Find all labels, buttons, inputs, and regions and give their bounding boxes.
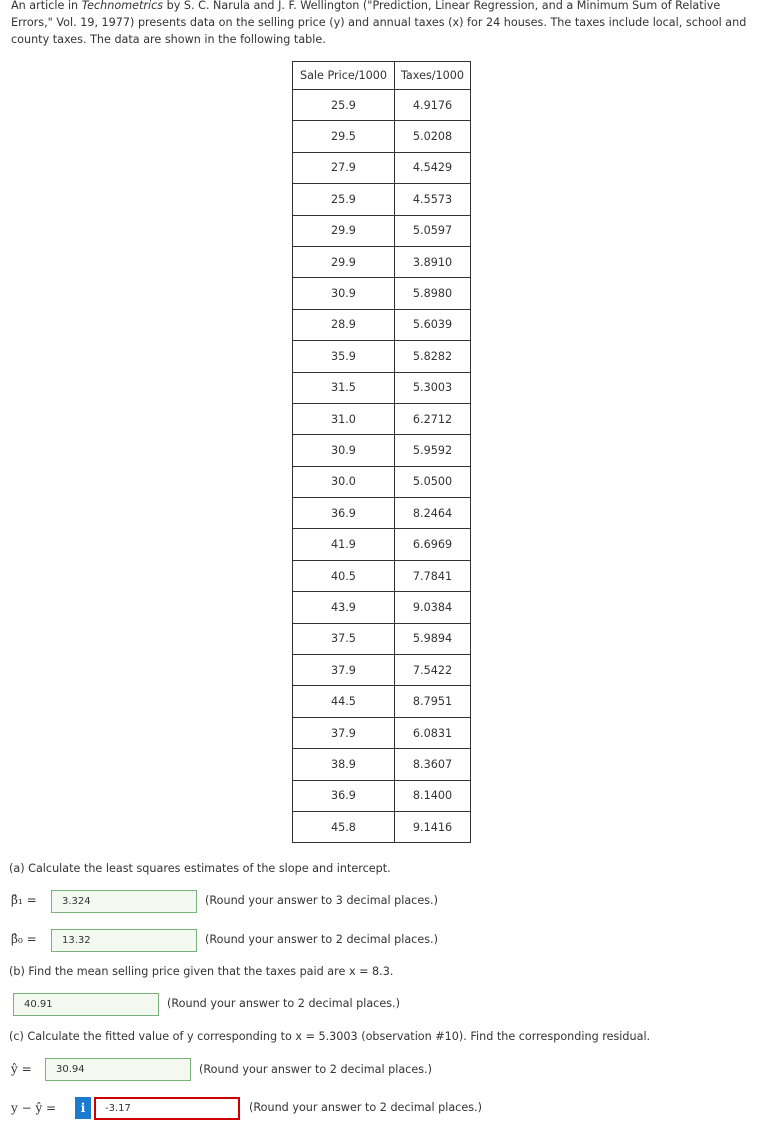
table-row [293,811,471,842]
table-body [293,90,471,843]
sale-price-cell: 31.0 [293,403,395,434]
taxes-cell: 4.5573 [395,184,471,215]
table-row [293,686,471,717]
table-row [293,278,471,309]
table-row [293,749,471,780]
sale-price-cell: 28.9 [293,309,395,340]
sale-price-cell: 41.9 [293,529,395,560]
taxes-cell: 9.0384 [395,592,471,623]
sale-price-cell: 25.9 [293,90,395,121]
taxes-cell: 5.3003 [395,372,471,403]
intro-text-1: An article in [11,0,82,12]
sale-price-cell: 27.9 [293,152,395,183]
sale-price-cell: 31.5 [293,372,395,403]
taxes-cell: 8.1400 [395,780,471,811]
table-row [293,498,471,529]
header-sale-price: Sale Price/1000 [293,62,395,90]
table-header-row [293,62,471,90]
table-row [293,529,471,560]
table-row [293,372,471,403]
sale-price-cell: 45.8 [293,811,395,842]
residual-hint: (Round your answer to 2 decimal places.) [249,1101,482,1114]
sale-price-cell: 30.0 [293,466,395,497]
taxes-cell: 7.7841 [395,560,471,591]
table-row [293,466,471,497]
table-row [293,152,471,183]
taxes-cell: 6.6969 [395,529,471,560]
taxes-cell: 9.1416 [395,811,471,842]
taxes-cell: 6.2712 [395,403,471,434]
sale-price-cell: 44.5 [293,686,395,717]
taxes-cell: 4.9176 [395,90,471,121]
table-row [293,90,471,121]
sale-price-cell: 43.9 [293,592,395,623]
table-row [293,184,471,215]
beta1-label: β̂₁ = [11,893,37,907]
sale-price-cell: 30.9 [293,278,395,309]
intro-journal: Technometrics [81,0,164,12]
sale-price-cell: 30.9 [293,435,395,466]
table-row [293,560,471,591]
sale-price-cell: 40.5 [293,560,395,591]
table-row [293,403,471,434]
table-row [293,246,471,277]
taxes-cell: 8.7951 [395,686,471,717]
intro-text-2: by S. C. Narula and J. F. Wellington ("Prediction, Linear Regression, and a Minimum Sum of Relative Errors," Vol. 19, 1977) presents data on the selling price (y) and annual taxes (x) for 24 houses. The taxes include local, school and county taxes. The data are shown in the following table. [11,0,747,46]
sale-price-cell: 37.9 [293,717,395,748]
sale-price-cell: 37.5 [293,623,395,654]
residual-label: y − ŷ = [11,1101,57,1115]
mean-price-hint: (Round your answer to 2 decimal places.) [167,997,400,1010]
sale-price-cell: 29.9 [293,246,395,277]
table-row [293,655,471,686]
problem-intro [11,0,759,48]
taxes-cell: 5.6039 [395,309,471,340]
table-row [293,215,471,246]
table-row [293,341,471,372]
sale-price-cell: 29.5 [293,121,395,152]
sale-price-cell: 38.9 [293,749,395,780]
beta1-answer-field[interactable]: 3.324 [51,890,197,913]
sale-price-cell: 25.9 [293,184,395,215]
info-icon[interactable]: i [75,1097,91,1119]
taxes-cell: 5.0500 [395,466,471,497]
beta0-answer-field[interactable]: 13.32 [51,929,197,952]
part-a-question: (a) Calculate the least squares estimates of the slope and intercept. [9,862,391,875]
table-row [293,121,471,152]
taxes-cell: 8.3607 [395,749,471,780]
beta0-hint: (Round your answer to 2 decimal places.) [205,933,438,946]
table-row [293,717,471,748]
part-b-question: (b) Find the mean selling price given that the taxes paid are x = 8.3. [9,965,394,978]
taxes-cell: 5.8980 [395,278,471,309]
sale-price-cell: 35.9 [293,341,395,372]
sale-price-cell: 37.9 [293,655,395,686]
sale-price-cell: 29.9 [293,215,395,246]
taxes-cell: 5.9592 [395,435,471,466]
taxes-cell: 8.2464 [395,498,471,529]
taxes-cell: 5.0597 [395,215,471,246]
taxes-cell: 5.8282 [395,341,471,372]
taxes-cell: 5.9894 [395,623,471,654]
fitted-value-hint: (Round your answer to 2 decimal places.) [199,1063,432,1076]
sale-price-cell: 36.9 [293,780,395,811]
mean-price-answer-field[interactable]: 40.91 [13,993,159,1016]
data-table [292,61,471,843]
table-row [293,309,471,340]
table-row [293,435,471,466]
part-c-question: (c) Calculate the fitted value of y corresponding to x = 5.3003 (observation #10). Find the corresponding residual. [9,1030,651,1043]
table-row [293,592,471,623]
sale-price-cell: 36.9 [293,498,395,529]
fitted-value-answer-field[interactable]: 30.94 [45,1058,191,1081]
taxes-cell: 3.8910 [395,246,471,277]
residual-answer-field[interactable]: -3.17 [94,1097,240,1120]
yhat-label: ŷ = [11,1062,32,1076]
taxes-cell: 4.5429 [395,152,471,183]
taxes-cell: 7.5422 [395,655,471,686]
table-row [293,623,471,654]
taxes-cell: 5.0208 [395,121,471,152]
beta0-label: β̂₀ = [11,932,37,946]
header-taxes: Taxes/1000 [395,62,471,90]
taxes-cell: 6.0831 [395,717,471,748]
table-row [293,780,471,811]
beta1-hint: (Round your answer to 3 decimal places.) [205,894,438,907]
